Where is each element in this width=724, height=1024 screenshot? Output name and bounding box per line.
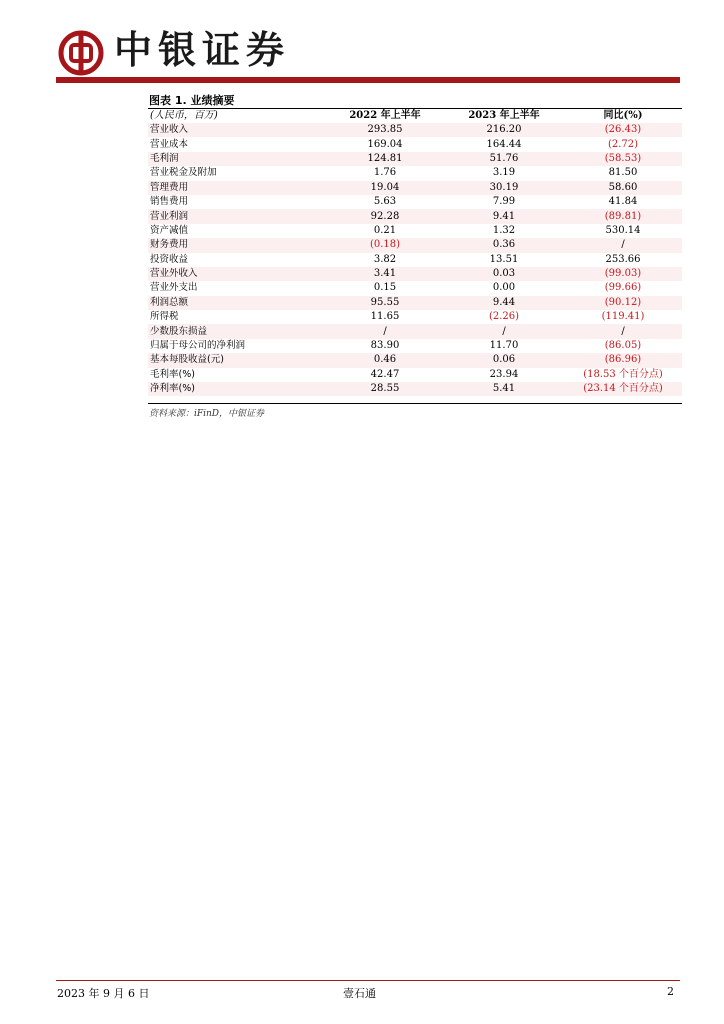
value-yoy: (99.66) xyxy=(604,282,642,294)
table-row xyxy=(148,195,682,209)
value-2023h1: 5.41 xyxy=(444,382,564,396)
row-label: 营业外收入 xyxy=(148,267,326,281)
value-2023h1: 1.32 xyxy=(492,224,516,236)
row-label: 财务费用 xyxy=(148,238,326,252)
value-yoy: (89.81) xyxy=(564,209,682,223)
value-yoy: 41.84 xyxy=(608,196,638,208)
value-2023h1: 0.36 xyxy=(444,238,564,252)
value-2022h1: 124.81 xyxy=(326,152,444,166)
value-2022h1: 3.82 xyxy=(373,253,397,265)
value-2022h1: 11.65 xyxy=(370,311,400,323)
value-2023h1: (2.26) xyxy=(488,311,520,323)
value-yoy: 253.66 xyxy=(605,253,641,265)
value-yoy: (23.14 个百分点) xyxy=(564,382,682,396)
row-label: 营业收入 xyxy=(148,123,326,137)
table-row xyxy=(148,166,682,180)
table-row xyxy=(148,296,682,310)
table-row xyxy=(148,209,682,223)
value-2022h1: 92.28 xyxy=(326,209,444,223)
table-row xyxy=(148,368,682,382)
value-2023h1: 9.44 xyxy=(444,296,564,310)
row-label: 净利率(%) xyxy=(148,382,326,396)
figure-title: 图表 1. 业绩摘要 xyxy=(149,94,235,107)
value-2023h1: 164.44 xyxy=(486,138,522,150)
value-yoy: (86.96) xyxy=(564,353,682,367)
row-label: 毛利润 xyxy=(148,152,326,166)
value-2022h1: 0.46 xyxy=(326,353,444,367)
value-2022h1: (0.18) xyxy=(326,238,444,252)
row-label: 资产减值 xyxy=(150,224,189,236)
column-header-2022h1: 2022 年上半年 xyxy=(349,110,421,121)
value-yoy: (58.53) xyxy=(564,152,682,166)
column-header-2023h1: 2023 年上半年 xyxy=(468,110,540,121)
value-2022h1: 19.04 xyxy=(326,181,444,195)
table-row xyxy=(148,238,682,252)
footer-date: 2023 年 9 月 6 日 xyxy=(57,987,150,1000)
value-yoy: (90.12) xyxy=(564,296,682,310)
value-yoy: / xyxy=(564,324,682,338)
header-divider xyxy=(56,77,680,83)
table-row xyxy=(148,137,682,151)
value-yoy: (26.43) xyxy=(564,123,682,137)
value-2023h1: 30.19 xyxy=(444,181,564,195)
table-bottom-rule xyxy=(148,403,682,404)
page-number: 2 xyxy=(667,985,674,998)
row-label: 少数股东损益 xyxy=(148,324,326,338)
table-body xyxy=(148,123,682,396)
bank-of-china-logo-icon xyxy=(58,30,104,76)
value-2023h1: 23.94 xyxy=(489,368,519,380)
performance-summary-table xyxy=(148,109,682,396)
footer-company: 壹石通 xyxy=(343,987,376,1000)
value-2022h1: / xyxy=(326,324,444,338)
row-label: 基本每股收益(元) xyxy=(148,353,326,367)
value-2022h1: 42.47 xyxy=(370,368,400,380)
value-yoy: / xyxy=(564,238,682,252)
source-note: 资料来源：iFinD，中银证券 xyxy=(149,409,265,419)
table-row xyxy=(148,267,682,281)
table-row xyxy=(148,123,682,137)
table-row xyxy=(148,353,682,367)
table-row xyxy=(148,181,682,195)
value-2023h1: 11.70 xyxy=(489,340,519,352)
table-row xyxy=(148,382,682,396)
value-2022h1: 1.76 xyxy=(373,167,397,179)
row-label: 销售费用 xyxy=(150,196,189,208)
row-label: 投资收益 xyxy=(150,253,189,265)
value-2022h1: 28.55 xyxy=(326,382,444,396)
value-yoy: (86.05) xyxy=(604,340,642,352)
row-label: 营业税金及附加 xyxy=(150,167,217,179)
unit-header: (人民币，百万) xyxy=(150,110,218,121)
column-header-yoy: 同比(%) xyxy=(603,110,643,121)
value-2023h1: 0.00 xyxy=(492,282,516,294)
row-label: 归属于母公司的净利润 xyxy=(150,340,246,352)
row-label: 营业利润 xyxy=(148,209,326,223)
footer-divider xyxy=(56,980,680,981)
row-label: 营业外支出 xyxy=(150,282,198,294)
value-2023h1: / xyxy=(444,324,564,338)
value-yoy: (2.72) xyxy=(607,138,639,150)
value-yoy: 81.50 xyxy=(608,167,638,179)
value-2022h1: 0.21 xyxy=(373,224,397,236)
value-yoy: (18.53 个百分点) xyxy=(583,368,663,380)
value-2023h1: 51.76 xyxy=(444,152,564,166)
row-label: 所得税 xyxy=(150,311,179,323)
value-2022h1: 0.15 xyxy=(373,282,397,294)
brand-name: 中银证券 xyxy=(114,28,291,72)
table-row xyxy=(148,253,682,267)
value-2023h1: 7.99 xyxy=(492,196,516,208)
table-row xyxy=(148,152,682,166)
value-2023h1: 0.03 xyxy=(444,267,564,281)
value-yoy: 530.14 xyxy=(605,224,641,236)
value-2023h1: 0.06 xyxy=(444,353,564,367)
table-row xyxy=(148,224,682,238)
row-label: 利润总额 xyxy=(148,296,326,310)
value-2022h1: 3.41 xyxy=(326,267,444,281)
value-2022h1: 83.90 xyxy=(370,340,400,352)
table-row xyxy=(148,324,682,338)
value-yoy: (119.41) xyxy=(601,311,645,323)
table-row xyxy=(148,310,682,324)
value-2022h1: 5.63 xyxy=(373,196,397,208)
value-2022h1: 293.85 xyxy=(326,123,444,137)
row-label: 毛利率(%) xyxy=(150,368,195,380)
value-2023h1: 216.20 xyxy=(444,123,564,137)
row-label: 管理费用 xyxy=(148,181,326,195)
row-label: 营业成本 xyxy=(150,138,189,150)
value-yoy: (99.03) xyxy=(564,267,682,281)
value-2023h1: 3.19 xyxy=(492,167,516,179)
value-2023h1: 9.41 xyxy=(444,209,564,223)
table-row xyxy=(148,339,682,353)
table-header xyxy=(148,109,682,123)
value-yoy: 58.60 xyxy=(564,181,682,195)
value-2022h1: 169.04 xyxy=(367,138,403,150)
value-2022h1: 95.55 xyxy=(326,296,444,310)
value-2023h1: 13.51 xyxy=(489,253,519,265)
table-row xyxy=(148,281,682,295)
page-header xyxy=(0,0,724,90)
